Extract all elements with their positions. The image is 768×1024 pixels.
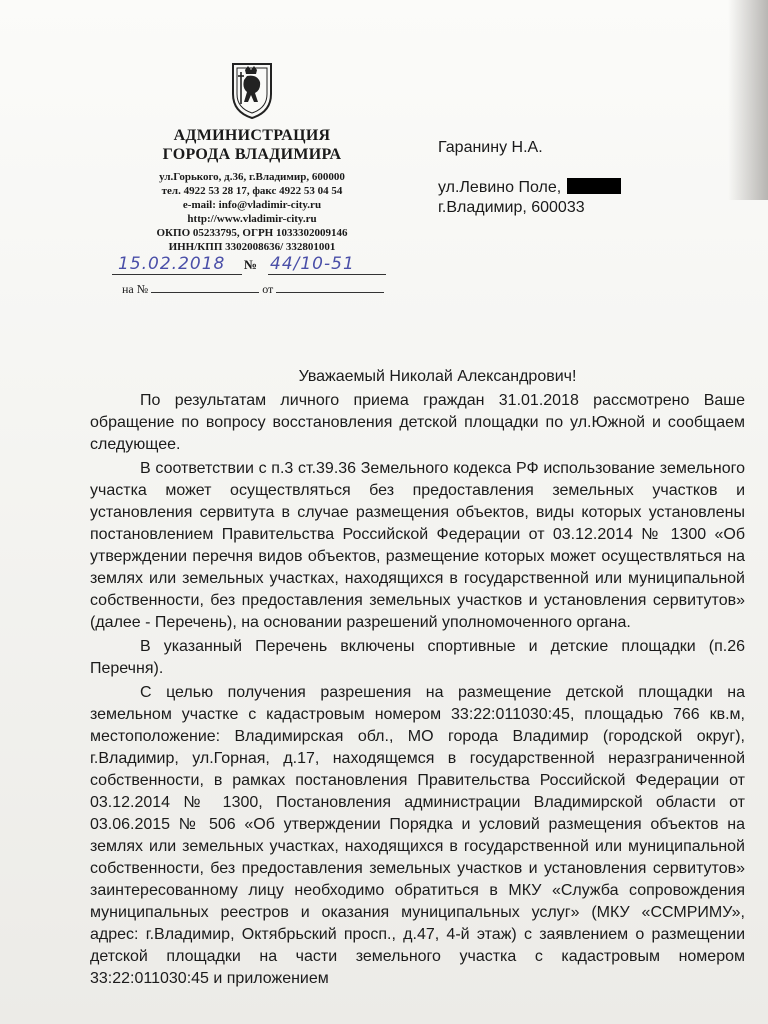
paragraph: В указанный Перечень включены спортивные и детские площадки (п.26 Перечня).	[90, 638, 745, 677]
redaction-box	[567, 178, 621, 194]
org-inn: ИНН/КПП 3302008636/ 332801001	[168, 241, 336, 253]
coat-of-arms-icon	[227, 60, 277, 120]
org-website: http://www.vladimir-city.ru	[187, 213, 317, 225]
date-underline	[112, 274, 242, 275]
registration-line	[112, 254, 392, 278]
org-okpo: ОКПО 05233795, ОГРН 1033302009146	[156, 227, 348, 239]
recipient-street-line	[438, 178, 621, 198]
org-address: ул.Горького, д.36, г.Владимир, 600000	[159, 171, 345, 183]
letterhead	[112, 60, 392, 254]
ref-date-blank	[276, 282, 384, 293]
org-name-line2: ГОРОДА ВЛАДИМИРА	[162, 146, 342, 163]
recipient-name: Гаранину Н.А.	[438, 139, 543, 156]
reference-line	[122, 282, 384, 297]
page-shadow	[728, 0, 768, 200]
recipient-street: ул.Левино Поле,	[438, 179, 562, 196]
ref-number-blank	[151, 282, 259, 293]
registration-number-label: №	[244, 257, 258, 272]
ref-number-label: на №	[122, 282, 149, 296]
paragraph: По результатам личного приема граждан 31.01.2018 рассмотрено Ваше обращение по вопросу восстановления детской площадки по ул.Южной и сообщаем следующее.	[90, 392, 745, 453]
org-name-line1: АДМИНИСТРАЦИЯ	[173, 127, 331, 144]
org-email: e-mail: info@vladimir-city.ru	[182, 199, 322, 211]
number-underline	[268, 274, 386, 275]
paragraph: В соответствии с п.3 ст.39.36 Земельного кодекса РФ использование земельного участка может осуществляться без предоставления земельных участков и установления сервитута в случае размещения объектов, виды которых установлены постановлением Правительства Российской Федерации от 03.12.2014 № 1300 «Об утверждении перечня видов объектов, размещение которых может осуществляться на землях или земельных участках, находящихся в государственной или муниципальной собственности, без предоставления земельных участков и установления сервитутов» (далее - Перечень), на основании разрешений уполномоченного органа.	[90, 460, 745, 631]
recipient-block	[438, 138, 621, 218]
org-phones: тел. 4922 53 28 17, факс 4922 53 04 54	[161, 185, 343, 197]
registration-date: 15.02.2018	[118, 254, 226, 274]
recipient-city: г.Владимир, 600033	[438, 199, 585, 216]
ref-date-label: от	[262, 282, 274, 296]
greeting: Уважаемый Николай Александрович!	[298, 368, 577, 385]
paragraph: С целью получения разрешения на размещение детской площадки на земельном участке с кадастровым номером 33:22:011030:45, площадью 766 кв.м, местоположение: Владимирская обл., МО города Владимир (городской округ), г.Владимир, ул.Горная, д.17, находящемся в государственной неразграниченной собственности, в рамках постановления Правительства Российской Федерации от 03.12.2014 № 1300, Постановления администрации Владимирской области от 03.06.2015 № 506 «Об утверждении Порядка и условий размещения объектов на землях или земельных участках, находящихся в государственной или муниципальной собственности, без предоставления земельных участков и установления сервитутов» заинтересованному лицу необходимо обратиться в МКУ «Служба сопровождения муниципальных реестров и оказания муниципальных услуг» (МКУ «ССМРИМУ», адрес: г.Владимир, Октябрьский просп., д.47, 4-й этаж) с заявлением о размещении детской площадки на части земельного участка с кадастровым номером 33:22:011030:45 и приложением	[90, 684, 745, 987]
letter-body	[90, 366, 745, 992]
registration-number: 44/10-51	[270, 254, 355, 274]
